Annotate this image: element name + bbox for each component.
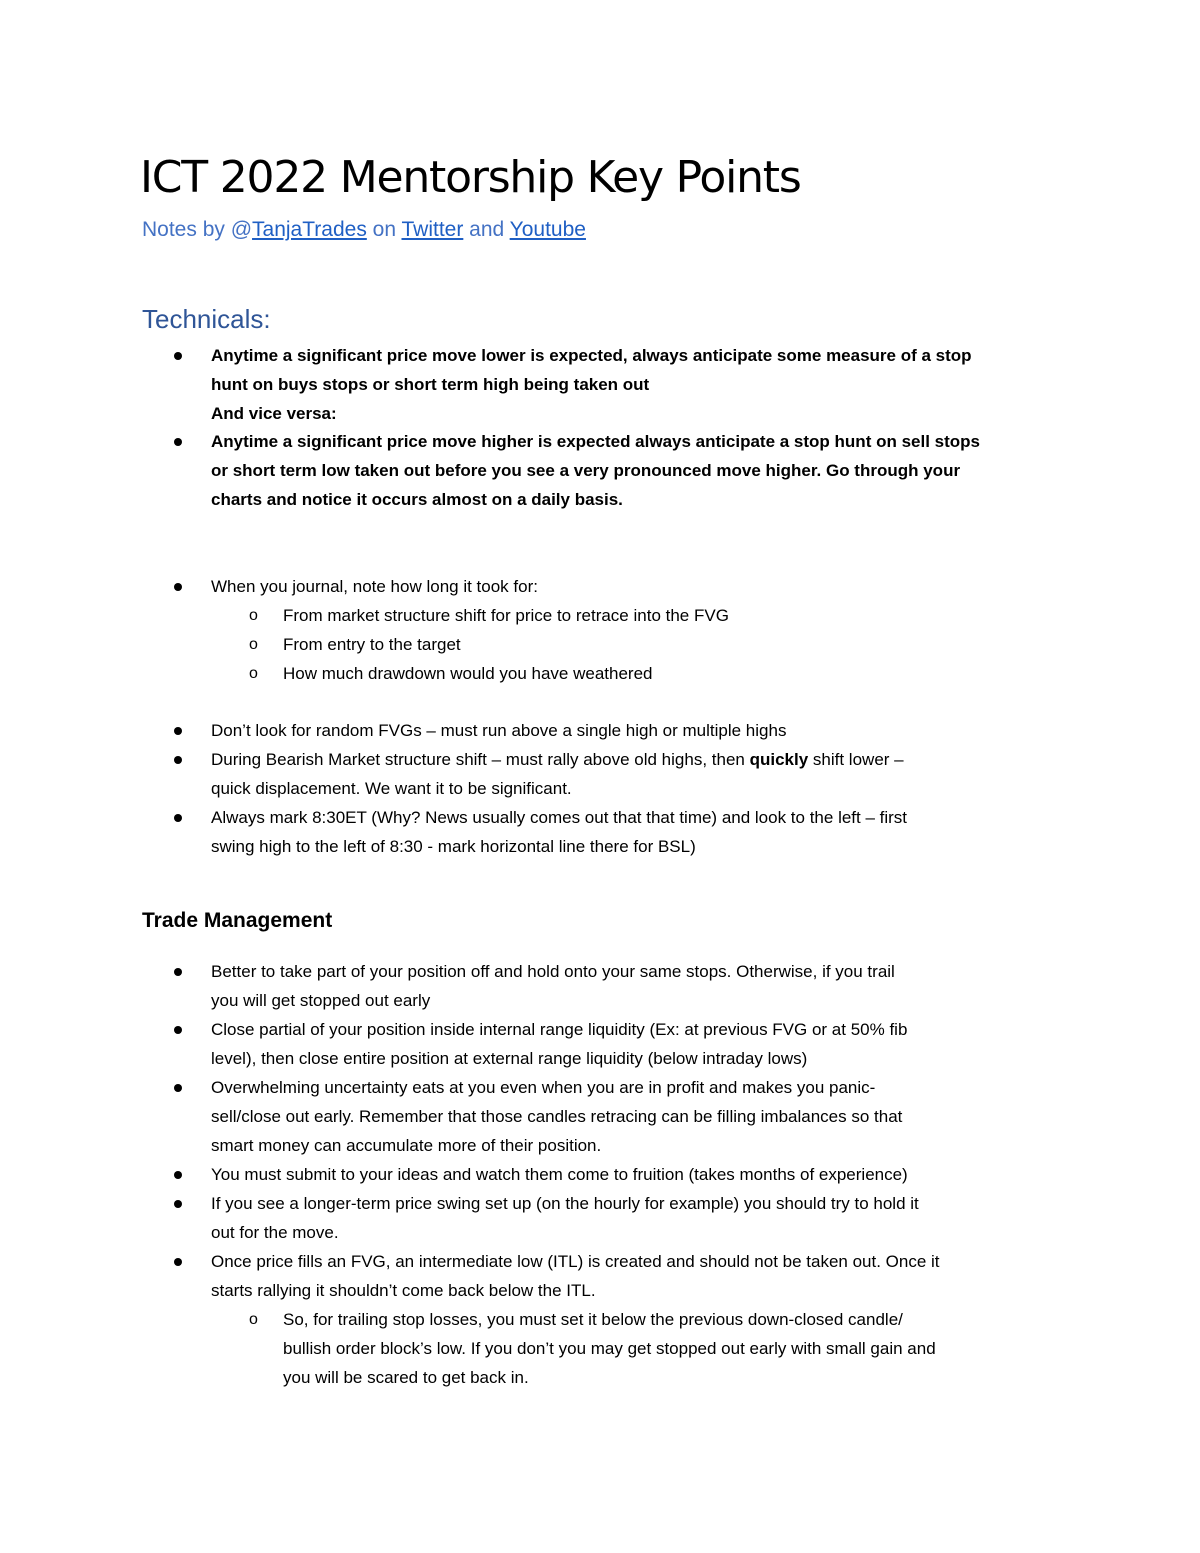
bullet-icon [174,1026,182,1034]
bullet-icon [174,756,182,764]
text-line: out for the move. [211,1223,339,1242]
technicals-item-3-sub-3: How much drawdown would you have weathered [283,664,653,683]
text-line: swing high to the left of 8:30 - mark horizontal line there for BSL) [211,837,696,856]
bullet-icon [174,814,182,822]
subtitle-prefix: Notes by @ [142,218,253,241]
text-line: sell/close out early. Remember that those candles retracing can be filling imbalances so that [211,1107,903,1126]
trade-management-item-2 [211,1015,1071,1073]
text-line: So, for trailing stop losses, you must set it below the previous down-closed candle/ [283,1310,903,1329]
text-line: Close partial of your position inside internal range liquidity (Ex: at previous FVG or at 50% fib [211,1020,908,1039]
text-line: Always mark 8:30ET (Why? News usually comes out that that time) and look to the left – first [211,808,908,827]
technicals-item-3-sub-1: From market structure shift for price to retrace into the FVG [283,606,729,625]
text-line: level), then close entire position at external range liquidity (below intraday lows) [211,1049,808,1068]
sub-bullet-icon: o [249,665,258,682]
subtitle-on: on [366,218,402,241]
text-line: Anytime a significant price move higher is expected always anticipate a stop hunt on sell stops [211,432,980,451]
text-line: Overwhelming uncertainty eats at you even when you are in profit and makes you panic- [211,1078,876,1097]
text-line: bullish order block’s low. If you don’t you may get stopped out early with small gain and [283,1339,936,1358]
sub-bullet-icon: o [249,607,258,624]
sub-bullet-icon: o [249,1311,258,1328]
bullet-icon [174,1171,182,1179]
text-line: starts rallying it shouldn’t come back below the ITL. [211,1281,596,1300]
trade-management-item-6 [211,1247,1071,1305]
text-line: you will get stopped out early [211,991,431,1010]
bullet-icon [174,1258,182,1266]
text-line: When you journal, note how long it took for: [211,577,538,596]
trade-management-item-5 [211,1189,1071,1247]
text-line: Once price fills an FVG, an intermediate low (ITL) is created and should not be taken out. Once it [211,1252,940,1271]
text-line: Better to take part of your position off and hold onto your same stops. Otherwise, if you trail [211,962,895,981]
trade-management-heading: Trade Management [142,909,333,932]
bullet-icon [174,727,182,735]
bullet-icon [174,438,182,446]
text-line: hunt on buys stops or short term high being taken out [211,375,650,394]
technicals-item-5 [211,745,1071,803]
twitter-link[interactable]: Twitter [401,218,464,241]
trade-management-item-6-sub [283,1305,1073,1392]
technicals-item-3-sub-2: From entry to the target [283,635,461,654]
text-line: quick displacement. We want it to be significant. [211,779,572,798]
youtube-link[interactable]: Youtube [509,218,586,241]
text-line: Anytime a significant price move lower is expected, always anticipate some measure of a stop [211,346,972,365]
bullet-icon [174,1084,182,1092]
technicals-heading: Technicals: [142,304,271,334]
subtitle-and: and [463,218,510,241]
bullet-icon [174,968,182,976]
bullet-icon [174,352,182,360]
trade-management-item-4 [211,1160,1071,1189]
bullet-icon [174,1200,182,1208]
technicals-item-3 [211,572,1071,601]
technicals-item-1 [211,341,1071,428]
subtitle [142,216,586,244]
bullet-icon [174,583,182,591]
sub-bullet-icon: o [249,636,258,653]
technicals-item-6 [211,803,1071,861]
page-title: ICT 2022 Mentorship Key Points [140,152,801,203]
text-line: You must submit to your ideas and watch them come to fruition (takes months of experience) [211,1165,908,1184]
text-line: you will be scared to get back in. [283,1368,529,1387]
trade-management-item-1 [211,957,1071,1015]
text-line: Don’t look for random FVGs – must run above a single high or multiple highs [211,721,787,740]
trade-management-item-3 [211,1073,1071,1160]
text-segment: shift lower – [808,750,904,769]
text-line: or short term low taken out before you see a very pronounced move higher. Go through your [211,461,961,480]
bold-segment: quickly [749,750,809,769]
technicals-item-2 [211,427,1071,514]
text-line: charts and notice it occurs almost on a daily basis. [211,490,623,509]
text-segment: During Bearish Market structure shift – must rally above old highs, then [211,750,750,769]
technicals-item-4 [211,716,1071,745]
tanjatrades-link[interactable]: TanjaTrades [252,218,367,241]
text-line: If you see a longer-term price swing set up (on the hourly for example) you should try to hold it [211,1194,919,1213]
text-line: And vice versa: [211,404,337,423]
text-line: smart money can accumulate more of their position. [211,1136,602,1155]
text-line [211,745,1071,774]
